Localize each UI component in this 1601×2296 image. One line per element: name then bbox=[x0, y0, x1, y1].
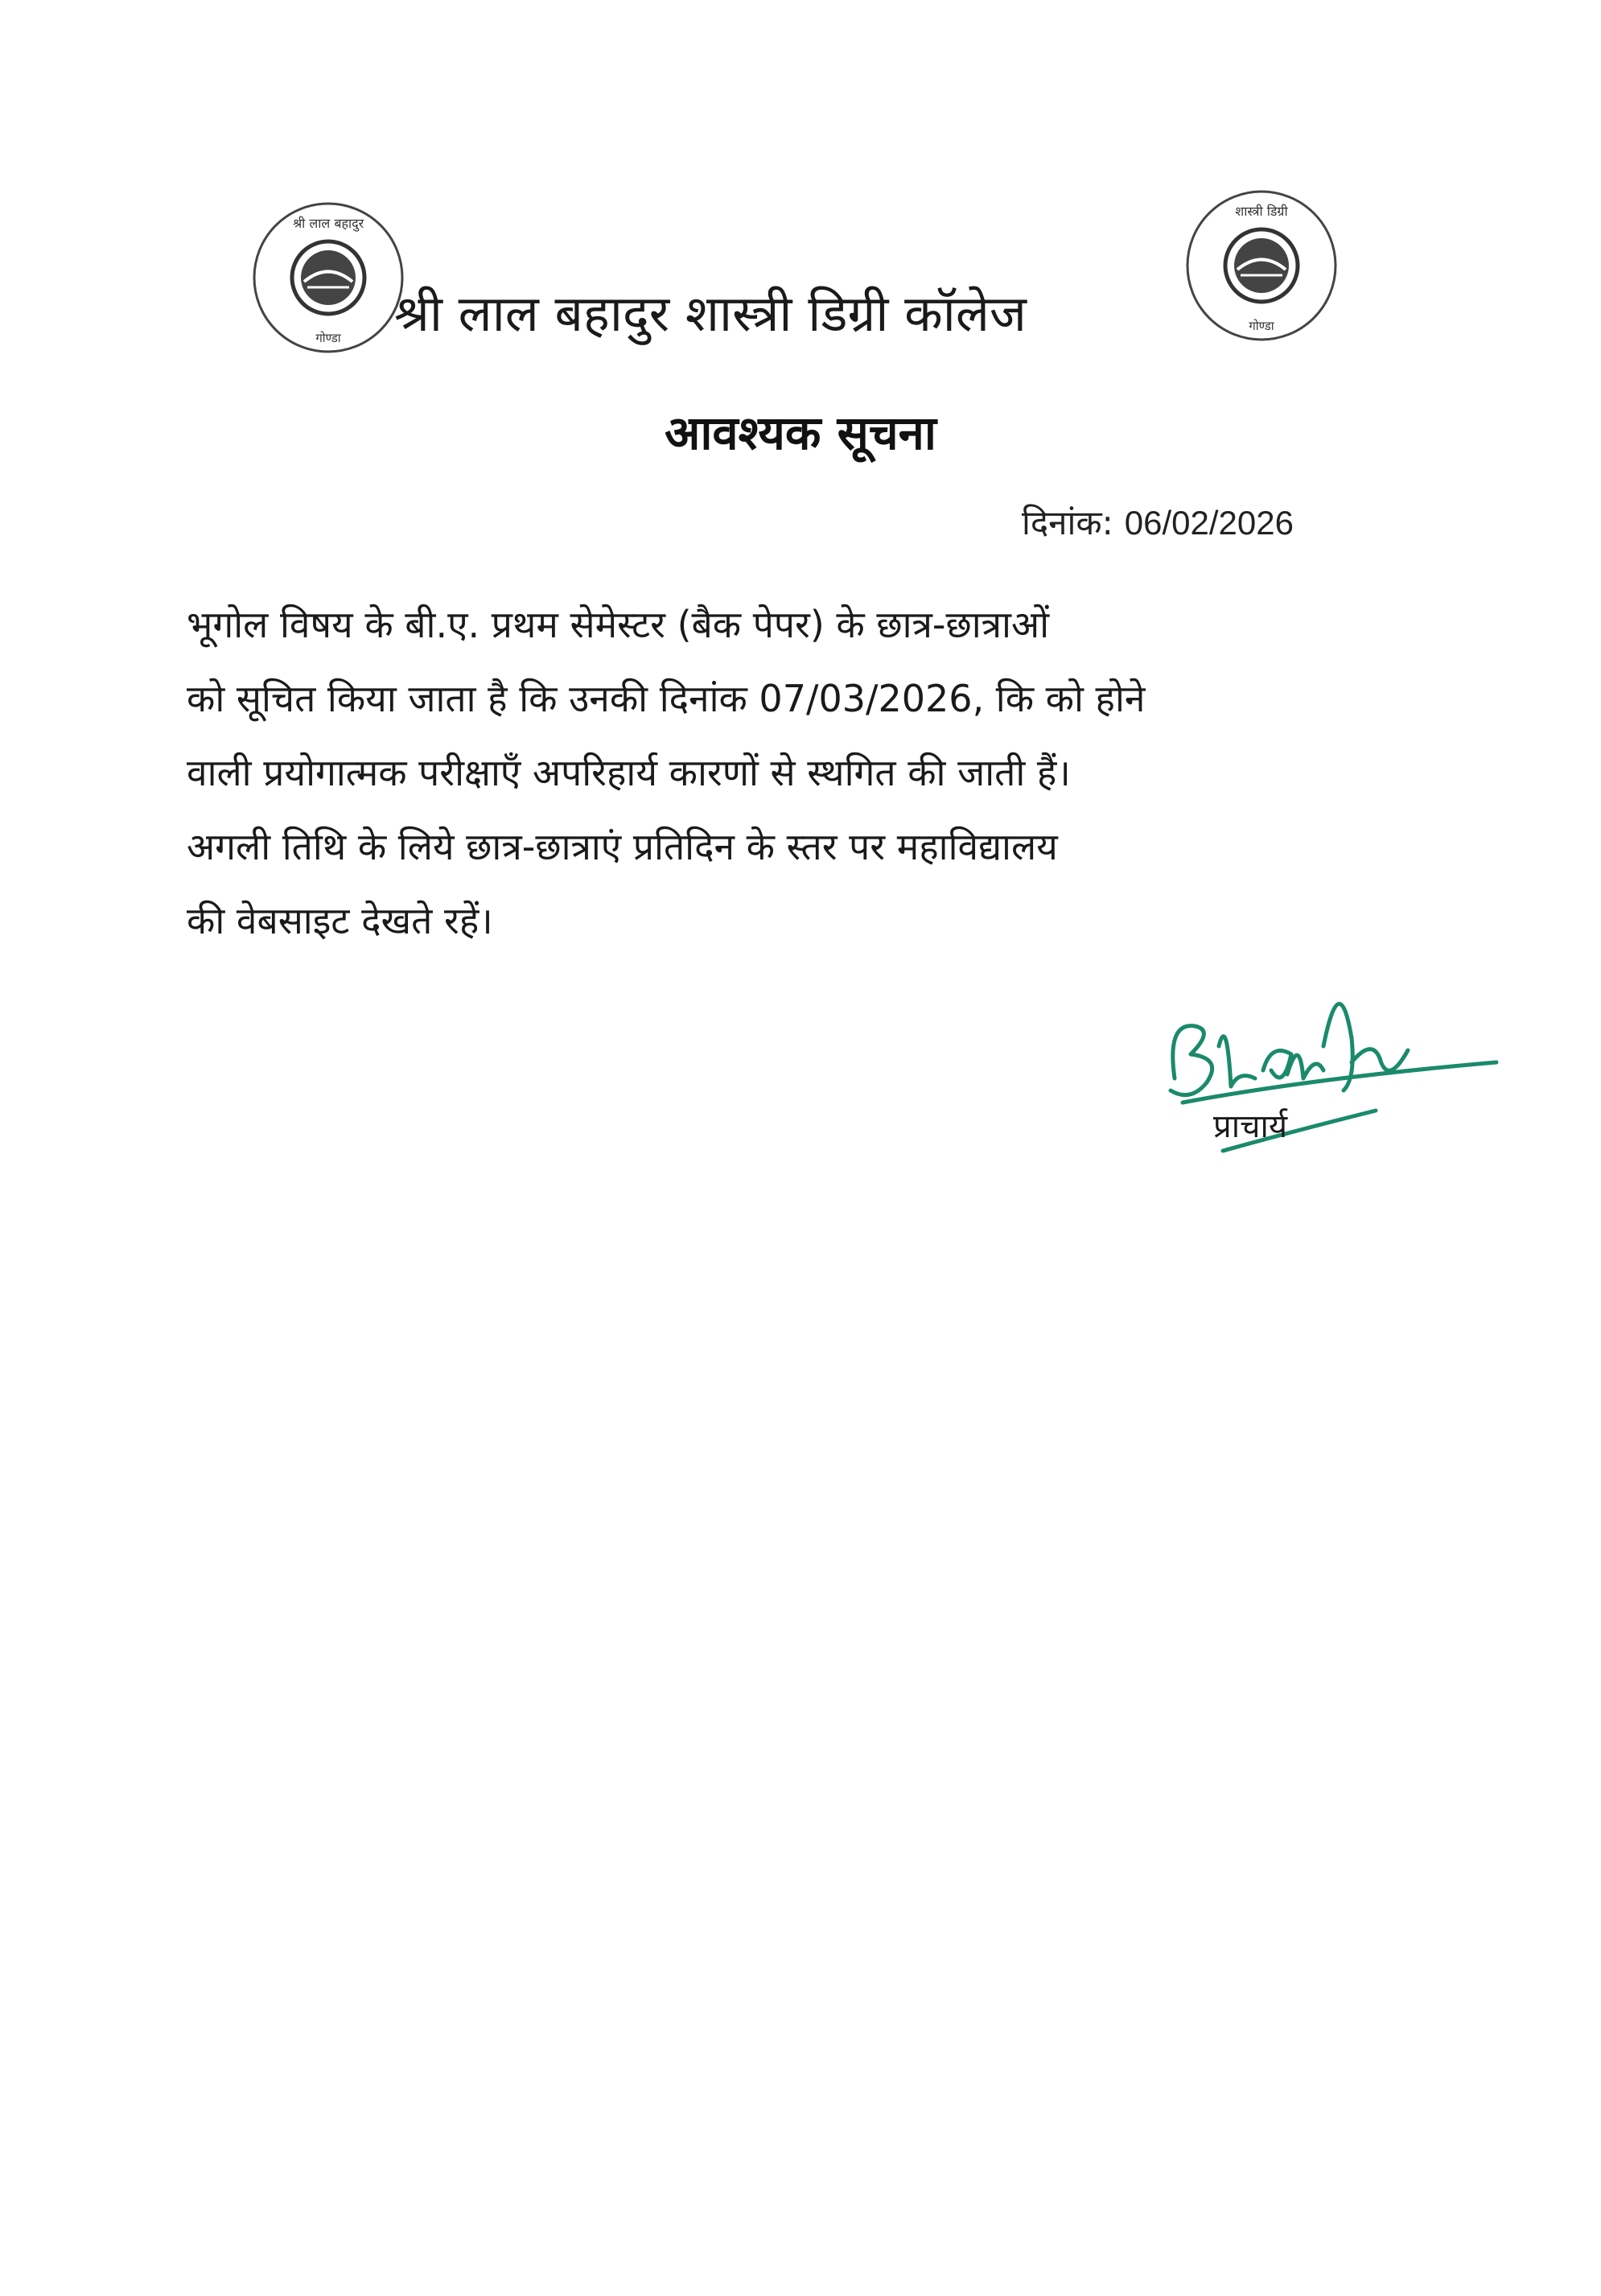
notice-body bbox=[187, 587, 1353, 958]
notice-body-line: को सूचित किया जाता है कि उनकी दिनांक 07/03/2026, कि को होने bbox=[187, 677, 1146, 720]
notice-body-line: भूगोल विषय के बी.ए. प्रथम सेमेस्टर (बैक पेपर) के छात्र-छात्राओं bbox=[187, 603, 1049, 646]
svg-text:गोण्डा: गोण्डा bbox=[315, 331, 341, 345]
svg-text:श्री लाल बहादुर: श्री लाल बहादुर bbox=[292, 216, 364, 231]
college-seal-right-icon bbox=[1181, 185, 1342, 346]
notice-body-line: अगली तिथि के लिये छात्र-छात्राएं प्रतिदिन के स्तर पर महाविद्यालय bbox=[187, 825, 1058, 868]
svg-text:गोण्डा: गोण्डा bbox=[1249, 319, 1274, 333]
principal-signature-icon bbox=[1150, 950, 1521, 1183]
notice-body-line: की वेबसाइट देखते रहें। bbox=[187, 899, 493, 942]
college-name: श्री लाल बहादुर शास्त्री डिग्री कॉलेज bbox=[394, 284, 1027, 343]
principal-designation: प्राचार्य bbox=[1213, 1108, 1288, 1145]
notice-title: आवश्यक सूचना bbox=[665, 406, 936, 460]
date-label: दिनांक: bbox=[1022, 503, 1113, 542]
notice-body-line: वाली प्रयोगात्मक परीक्षाएँ अपरिहार्य कारणों से स्थगित की जाती हैं। bbox=[187, 751, 1071, 794]
notice-date bbox=[1022, 499, 1294, 547]
date-value: 06/02/2026 bbox=[1124, 504, 1294, 542]
college-seal-left-icon bbox=[248, 197, 409, 358]
svg-text:शास्त्री डिग्री: शास्त्री डिग्री bbox=[1235, 204, 1288, 219]
